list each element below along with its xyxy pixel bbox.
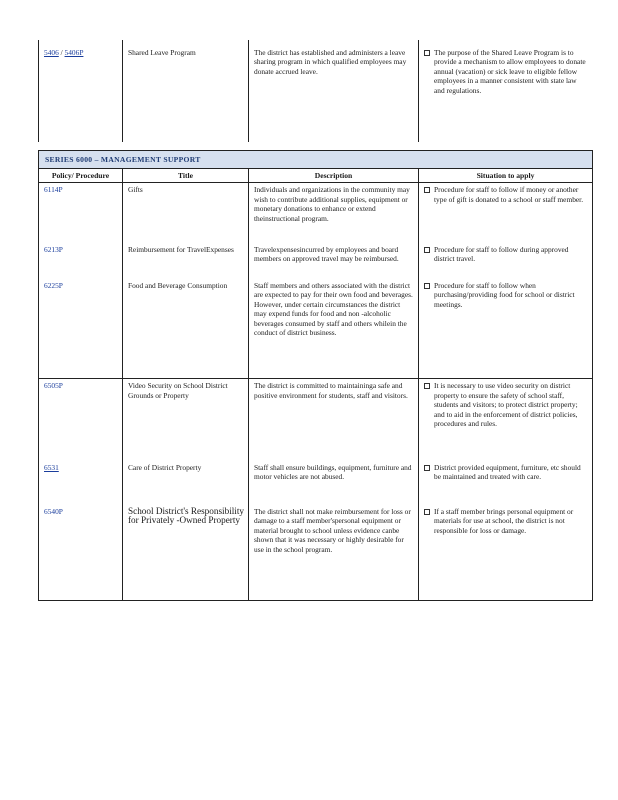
policy-number: 6505P [44, 381, 63, 391]
title-cell: Food and Beverage Consumption [123, 279, 249, 379]
situation-text: District provided equipment, furniture, etc should be maintained and treated with care. [434, 462, 581, 482]
table-row [39, 279, 593, 379]
policy-cell [39, 379, 123, 461]
situation-text: Procedure for staff to follow during approved district travel. [434, 244, 569, 264]
policy-number: 6213P [44, 244, 63, 254]
table-row [39, 183, 593, 243]
series-header-row [39, 151, 593, 169]
series-title: SERIES 6000 – MANAGEMENT SUPPORT [39, 151, 593, 169]
situation-cell [419, 243, 593, 279]
header-policy: Policy/ Procedure [39, 169, 123, 183]
checkbox-bullet-icon [424, 247, 430, 253]
situation-cell [419, 183, 593, 243]
spacer-row [39, 142, 593, 151]
policy-table-page [38, 40, 592, 601]
description-cell: Individuals and organizations in the community may wish to contribute additional supplies, equipment or monetary donations to enhance or extend theinstructional program. [249, 183, 419, 243]
situation-cell [419, 379, 593, 461]
title-cell: Video Security on School District Grounds or Property [123, 379, 249, 461]
table-row [39, 40, 593, 142]
description-cell: The district is committed to maintaininga safe and positive environment for students, staff and visitors. [249, 379, 419, 461]
policy-link-5406[interactable]: 5406 [44, 48, 59, 57]
table-row [39, 505, 593, 601]
situation-text: It is necessary to use video security on district property to ensure the safety of school staff, students and visitors; to protect district property; and to aid in the enforcement of district policies, procedures and rules. [434, 381, 578, 429]
table-row [39, 379, 593, 461]
policy-link-5406p[interactable]: 5406P [64, 48, 84, 57]
policy-cell [39, 461, 123, 505]
situation-text: If a staff member brings personal equipment or materials for use at school, the district is not responsible for loss or damage. [434, 506, 574, 535]
policy-separator: / [58, 48, 65, 57]
table-row [39, 461, 593, 505]
policy-number: 6540P [44, 506, 63, 516]
policy-link-6531[interactable]: 6531 [44, 462, 59, 472]
policy-number: 6225P [44, 280, 63, 290]
checkbox-bullet-icon [424, 465, 430, 471]
policy-number: 6114P [44, 185, 63, 195]
description-cell: The district has established and administers a leave sharing program in which qualified employees may donate accrued leave. [249, 40, 419, 142]
description-cell: Staff members and others associated with the district are expected to pay for their own food and beverages. However, under certain circumstances the district may expend funds for food and non -alcoholic beverages consumed by staff and others whilein the conduct of district business. [249, 279, 419, 379]
header-situation: Situation to apply [419, 169, 593, 183]
checkbox-bullet-icon [424, 383, 430, 389]
situation-text: Procedure for staff to follow when purchasing/providing food for school or district meetings. [434, 280, 575, 309]
title-cell: Shared Leave Program [123, 40, 249, 142]
title-cell [123, 505, 249, 601]
situation-cell [419, 505, 593, 601]
policy-cell [39, 243, 123, 279]
situation-text: The purpose of the Shared Leave Program is to provide a mechanism to allow employees to donate annual (vacation) or sick leave to eligible fellow employees in a manner consistent with state law and regulations. [434, 48, 586, 95]
policy-cell [39, 40, 123, 142]
situation-cell [419, 40, 593, 142]
column-header-row [39, 169, 593, 183]
policy-table [38, 40, 593, 601]
title-cell: Reimbursement for TravelExpenses [123, 243, 249, 279]
checkbox-bullet-icon [424, 509, 430, 515]
situation-cell [419, 279, 593, 379]
description-cell: Staff shall ensure buildings, equipment, furniture and motor vehicles are not abused. [249, 461, 419, 505]
header-description: Description [249, 169, 419, 183]
title-cell: Care of District Property [123, 461, 249, 505]
header-title: Title [123, 169, 249, 183]
checkbox-bullet-icon [424, 187, 430, 193]
policy-cell [39, 505, 123, 601]
checkbox-bullet-icon [424, 50, 430, 56]
title-text: School District's Responsibility for Privately -Owned Property [128, 505, 244, 526]
title-cell: Gifts [123, 183, 249, 243]
description-cell: Travelexpensesincurred by employees and board members on approved travel may be reimbursed. [249, 243, 419, 279]
policy-cell [39, 183, 123, 243]
description-cell: The district shall not make reimbursement for loss or damage to a staff member'spersonal equipment or material brought to school unless evidence canbe shown that it was necessary or highly desirable for use in the school program. [249, 505, 419, 601]
checkbox-bullet-icon [424, 283, 430, 289]
table-row [39, 243, 593, 279]
situation-text: Procedure for staff to follow if money or another type of gift is donated to a school or staff member. [434, 185, 584, 204]
policy-cell [39, 279, 123, 379]
situation-cell [419, 461, 593, 505]
